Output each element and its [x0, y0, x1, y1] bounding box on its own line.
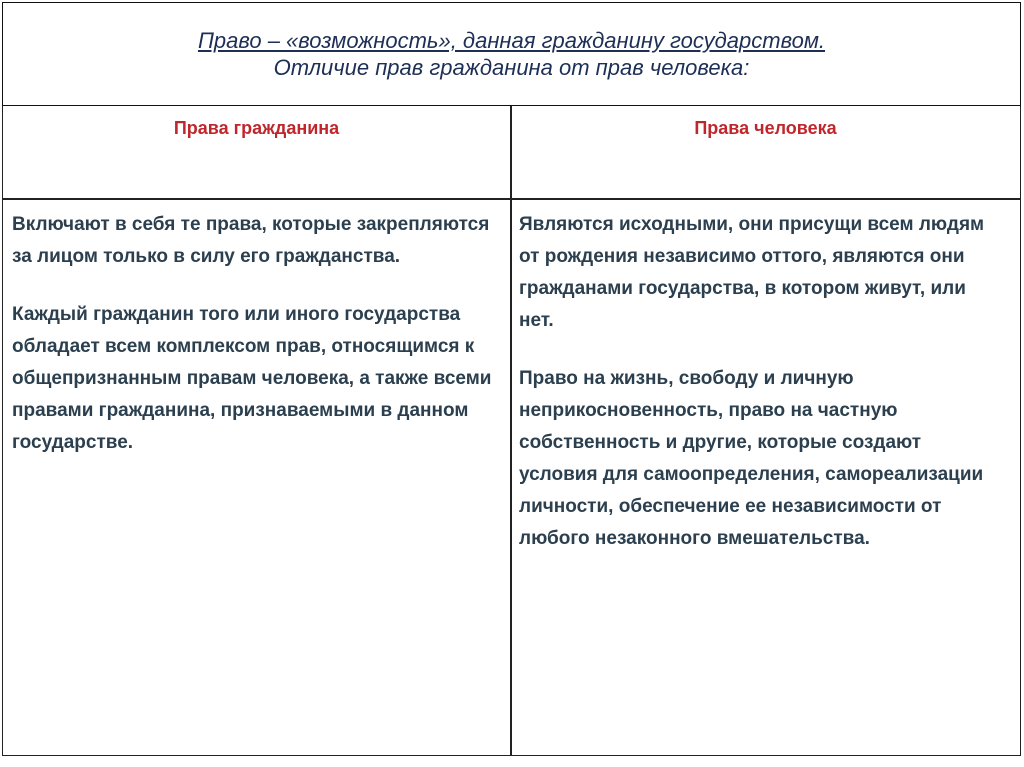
- title-box: [2, 2, 1021, 106]
- cell-citizen-rights: [12, 209, 492, 459]
- column-divider: [510, 106, 512, 756]
- citizen-rights-definition: Включают в себя те права, которые закрепляются за лицом только в силу его гражданства.: [12, 214, 490, 267]
- citizen-rights-details: Каждый гражданин того или иного государства обладает всем комплексом прав, относящимся к общепризнанным правам человека, а также всеми правами гражданина, признаваемыми в данном государстве.: [12, 304, 492, 453]
- slide-title: Право – «возможность», данная гражданину государством.: [197, 28, 826, 53]
- human-rights-definition: Являются исходными, они присущи всем людям от рождения независимо оттого, являются они гражданами государства, в котором живут, или нет.: [519, 214, 985, 331]
- header-divider: [3, 198, 1020, 200]
- header-citizen-rights: Права гражданина: [173, 118, 340, 138]
- slide-subtitle: Отличие прав гражданина от прав человека:: [273, 55, 750, 80]
- human-rights-details: Право на жизнь, свободу и личную неприкосновенность, право на частную собственность и другие, которые создают условия для самоопределения, самореализации личности, обеспечение ее независимости от любого незаконного вмешательства.: [519, 368, 984, 549]
- header-human-rights: Права человека: [694, 118, 837, 138]
- comparison-table: [2, 106, 1021, 756]
- cell-human-rights: [519, 209, 1004, 555]
